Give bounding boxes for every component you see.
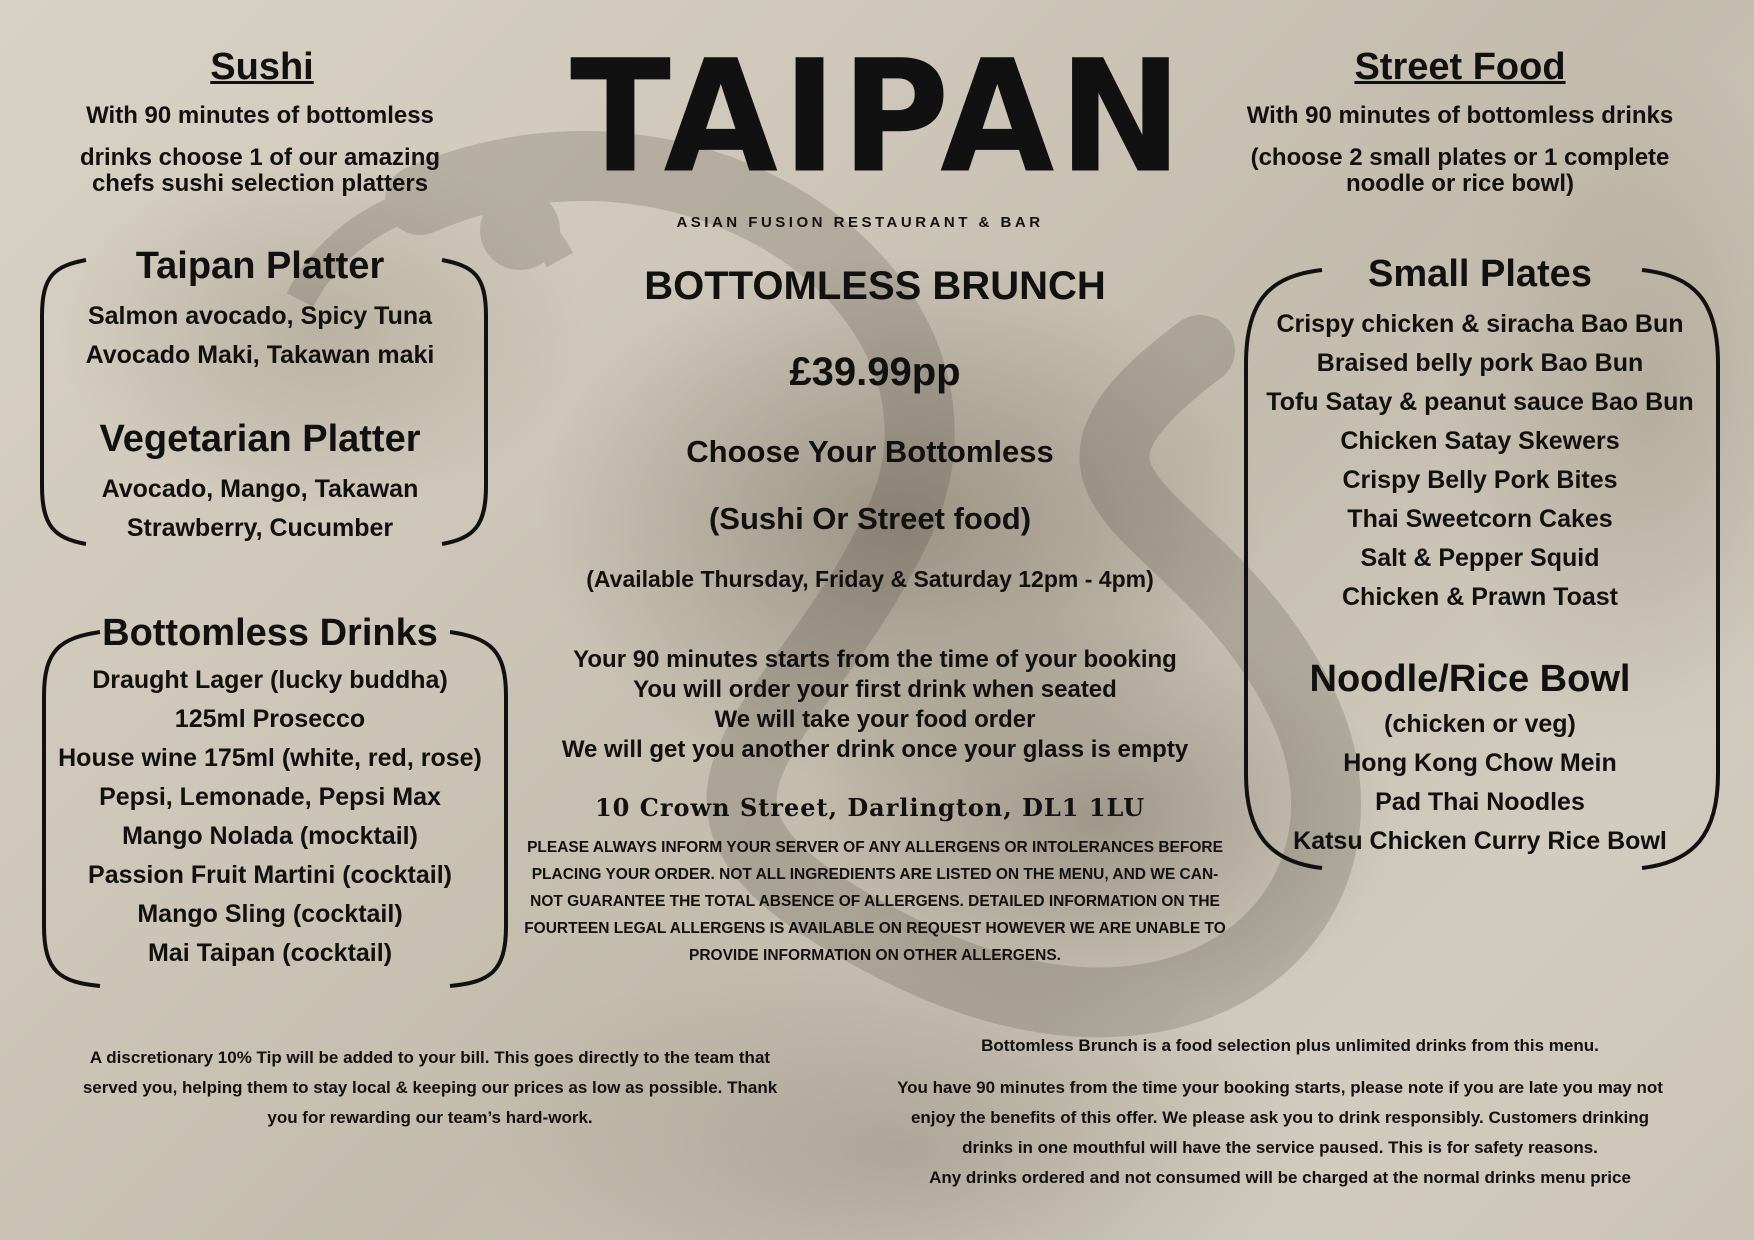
availability-text: (Available Thursday, Friday & Saturday 12pm - 4pm) — [586, 566, 1154, 592]
allergen-notice-line: FOURTEEN LEGAL ALLERGENS IS AVAILABLE ON REQUEST HOWEVER WE ARE UNABLE TO — [524, 920, 1226, 937]
tip-notice-line: you for rewarding our team’s hard-work. — [267, 1108, 593, 1127]
drinks-title: Bottomless Drinks — [102, 612, 438, 654]
tip-notice-line: A discretionary 10% Tip will be added to your bill. This goes directly to the team that — [89, 1048, 771, 1067]
taipan-platter-item: Avocado Maki, Takawan maki — [85, 341, 435, 369]
choice-subheading: (Sushi Or Street food) — [708, 501, 1032, 536]
restaurant-address: 10 Crown Street, Darlington, DL1 1LU — [594, 793, 1146, 822]
brunch-price: £39.99pp — [789, 350, 961, 394]
brunch-terms-line: drinks in one mouthful will have the service paused. This is for safety reasons. — [962, 1138, 1598, 1157]
taipan-platter-title: Taipan Platter — [135, 245, 385, 287]
vegetarian-platter-item: Avocado, Mango, Takawan — [101, 475, 419, 503]
choose-heading: Choose Your Bottomless — [686, 434, 1054, 469]
taipan-logo: TAIPAN — [570, 26, 1187, 208]
sushi-description-line-1: With 90 minutes of bottomless — [86, 102, 434, 129]
street-food-description-line-3: noodle or rice bowl) — [1345, 170, 1574, 197]
small-plate-item: Thai Sweetcorn Cakes — [1347, 505, 1613, 533]
vegetarian-platter-item: Strawberry, Cucumber — [126, 514, 394, 542]
small-plate-item: Chicken Satay Skewers — [1340, 427, 1620, 455]
logo-tagline: ASIAN FUSION RESTAURANT & BAR — [676, 214, 1044, 231]
drink-item: Pepsi, Lemonade, Pepsi Max — [99, 783, 441, 811]
drink-item: Passion Fruit Martini (cocktail) — [88, 861, 452, 889]
small-plate-item: Salt & Pepper Squid — [1360, 544, 1600, 572]
noodle-rice-bowl-subtitle: (chicken or veg) — [1384, 710, 1576, 738]
street-food-description-line-2: (choose 2 small plates or 1 complete — [1250, 144, 1670, 171]
brunch-terms-line: enjoy the benefits of this offer. We please ask you to drink responsibly. Customers drinking — [910, 1108, 1650, 1127]
sushi-description-line-2: drinks choose 1 of our amazing — [79, 144, 441, 171]
noodle-rice-bowl-title: Noodle/Rice Bowl — [1309, 658, 1631, 700]
small-plate-item: Chicken & Prawn Toast — [1342, 583, 1618, 611]
brunch-terms-line: Any drinks ordered and not consumed will be charged at the normal drinks menu price — [929, 1168, 1631, 1187]
tip-notice-line: served you, helping them to stay local & keeping our prices as low as possible. Thank — [82, 1078, 778, 1097]
sushi-description-line-3: chefs sushi selection platters — [91, 170, 429, 197]
drink-item: Mango Nolada (mocktail) — [122, 822, 418, 850]
taipan-platter-item: Salmon avocado, Spicy Tuna — [87, 302, 433, 330]
small-plate-item: Braised belly pork Bao Bun — [1316, 349, 1644, 377]
noodle-item: Katsu Chicken Curry Rice Bowl — [1293, 827, 1667, 855]
allergen-notice-line: PROVIDE INFORMATION ON OTHER ALLERGENS. — [688, 947, 1061, 964]
noodle-item: Hong Kong Chow Mein — [1343, 749, 1617, 777]
allergen-notice-line: PLACING YOUR ORDER. NOT ALL INGREDIENTS ARE LISTED ON THE MENU, AND WE CAN- — [531, 866, 1219, 883]
brunch-terms-line: Bottomless Brunch is a food selection plus unlimited drinks from this menu. — [981, 1036, 1599, 1055]
drink-item: Mango Sling (cocktail) — [137, 900, 403, 928]
small-plate-item: Crispy chicken & siracha Bao Bun — [1276, 310, 1684, 338]
small-plates-title: Small Plates — [1368, 253, 1592, 295]
rule-line: We will take your food order — [714, 706, 1036, 733]
small-plate-item: Tofu Satay & peanut sauce Bao Bun — [1266, 388, 1694, 416]
drink-item: House wine 175ml (white, red, rose) — [58, 744, 482, 772]
rule-line: We will get you another drink once your glass is empty — [561, 736, 1189, 763]
allergen-notice-line: PLEASE ALWAYS INFORM YOUR SERVER OF ANY ALLERGENS OR INTOLERANCES BEFORE — [527, 839, 1223, 856]
drink-item: 125ml Prosecco — [174, 705, 366, 733]
street-food-description-line-1: With 90 minutes of bottomless drinks — [1246, 102, 1674, 129]
drink-item: Mai Taipan (cocktail) — [147, 939, 393, 967]
sushi-heading: Sushi — [210, 46, 314, 88]
noodle-item: Pad Thai Noodles — [1375, 788, 1585, 816]
street-food-heading: Street Food — [1354, 46, 1566, 88]
small-plate-item: Crispy Belly Pork Bites — [1342, 466, 1618, 494]
rule-line: You will order your first drink when seated — [633, 676, 1117, 703]
drink-item: Draught Lager (lucky buddha) — [92, 666, 448, 694]
vegetarian-platter-title: Vegetarian Platter — [99, 418, 421, 460]
rule-line: Your 90 minutes starts from the time of your booking — [573, 646, 1177, 673]
brunch-title: BOTTOMLESS BRUNCH — [644, 264, 1106, 308]
allergen-notice-line: NOT GUARANTEE THE TOTAL ABSENCE OF ALLERGENS. DETAILED INFORMATION ON THE — [530, 893, 1220, 910]
brunch-terms-line: You have 90 minutes from the time your booking starts, please note if you are late you may not — [897, 1078, 1663, 1097]
